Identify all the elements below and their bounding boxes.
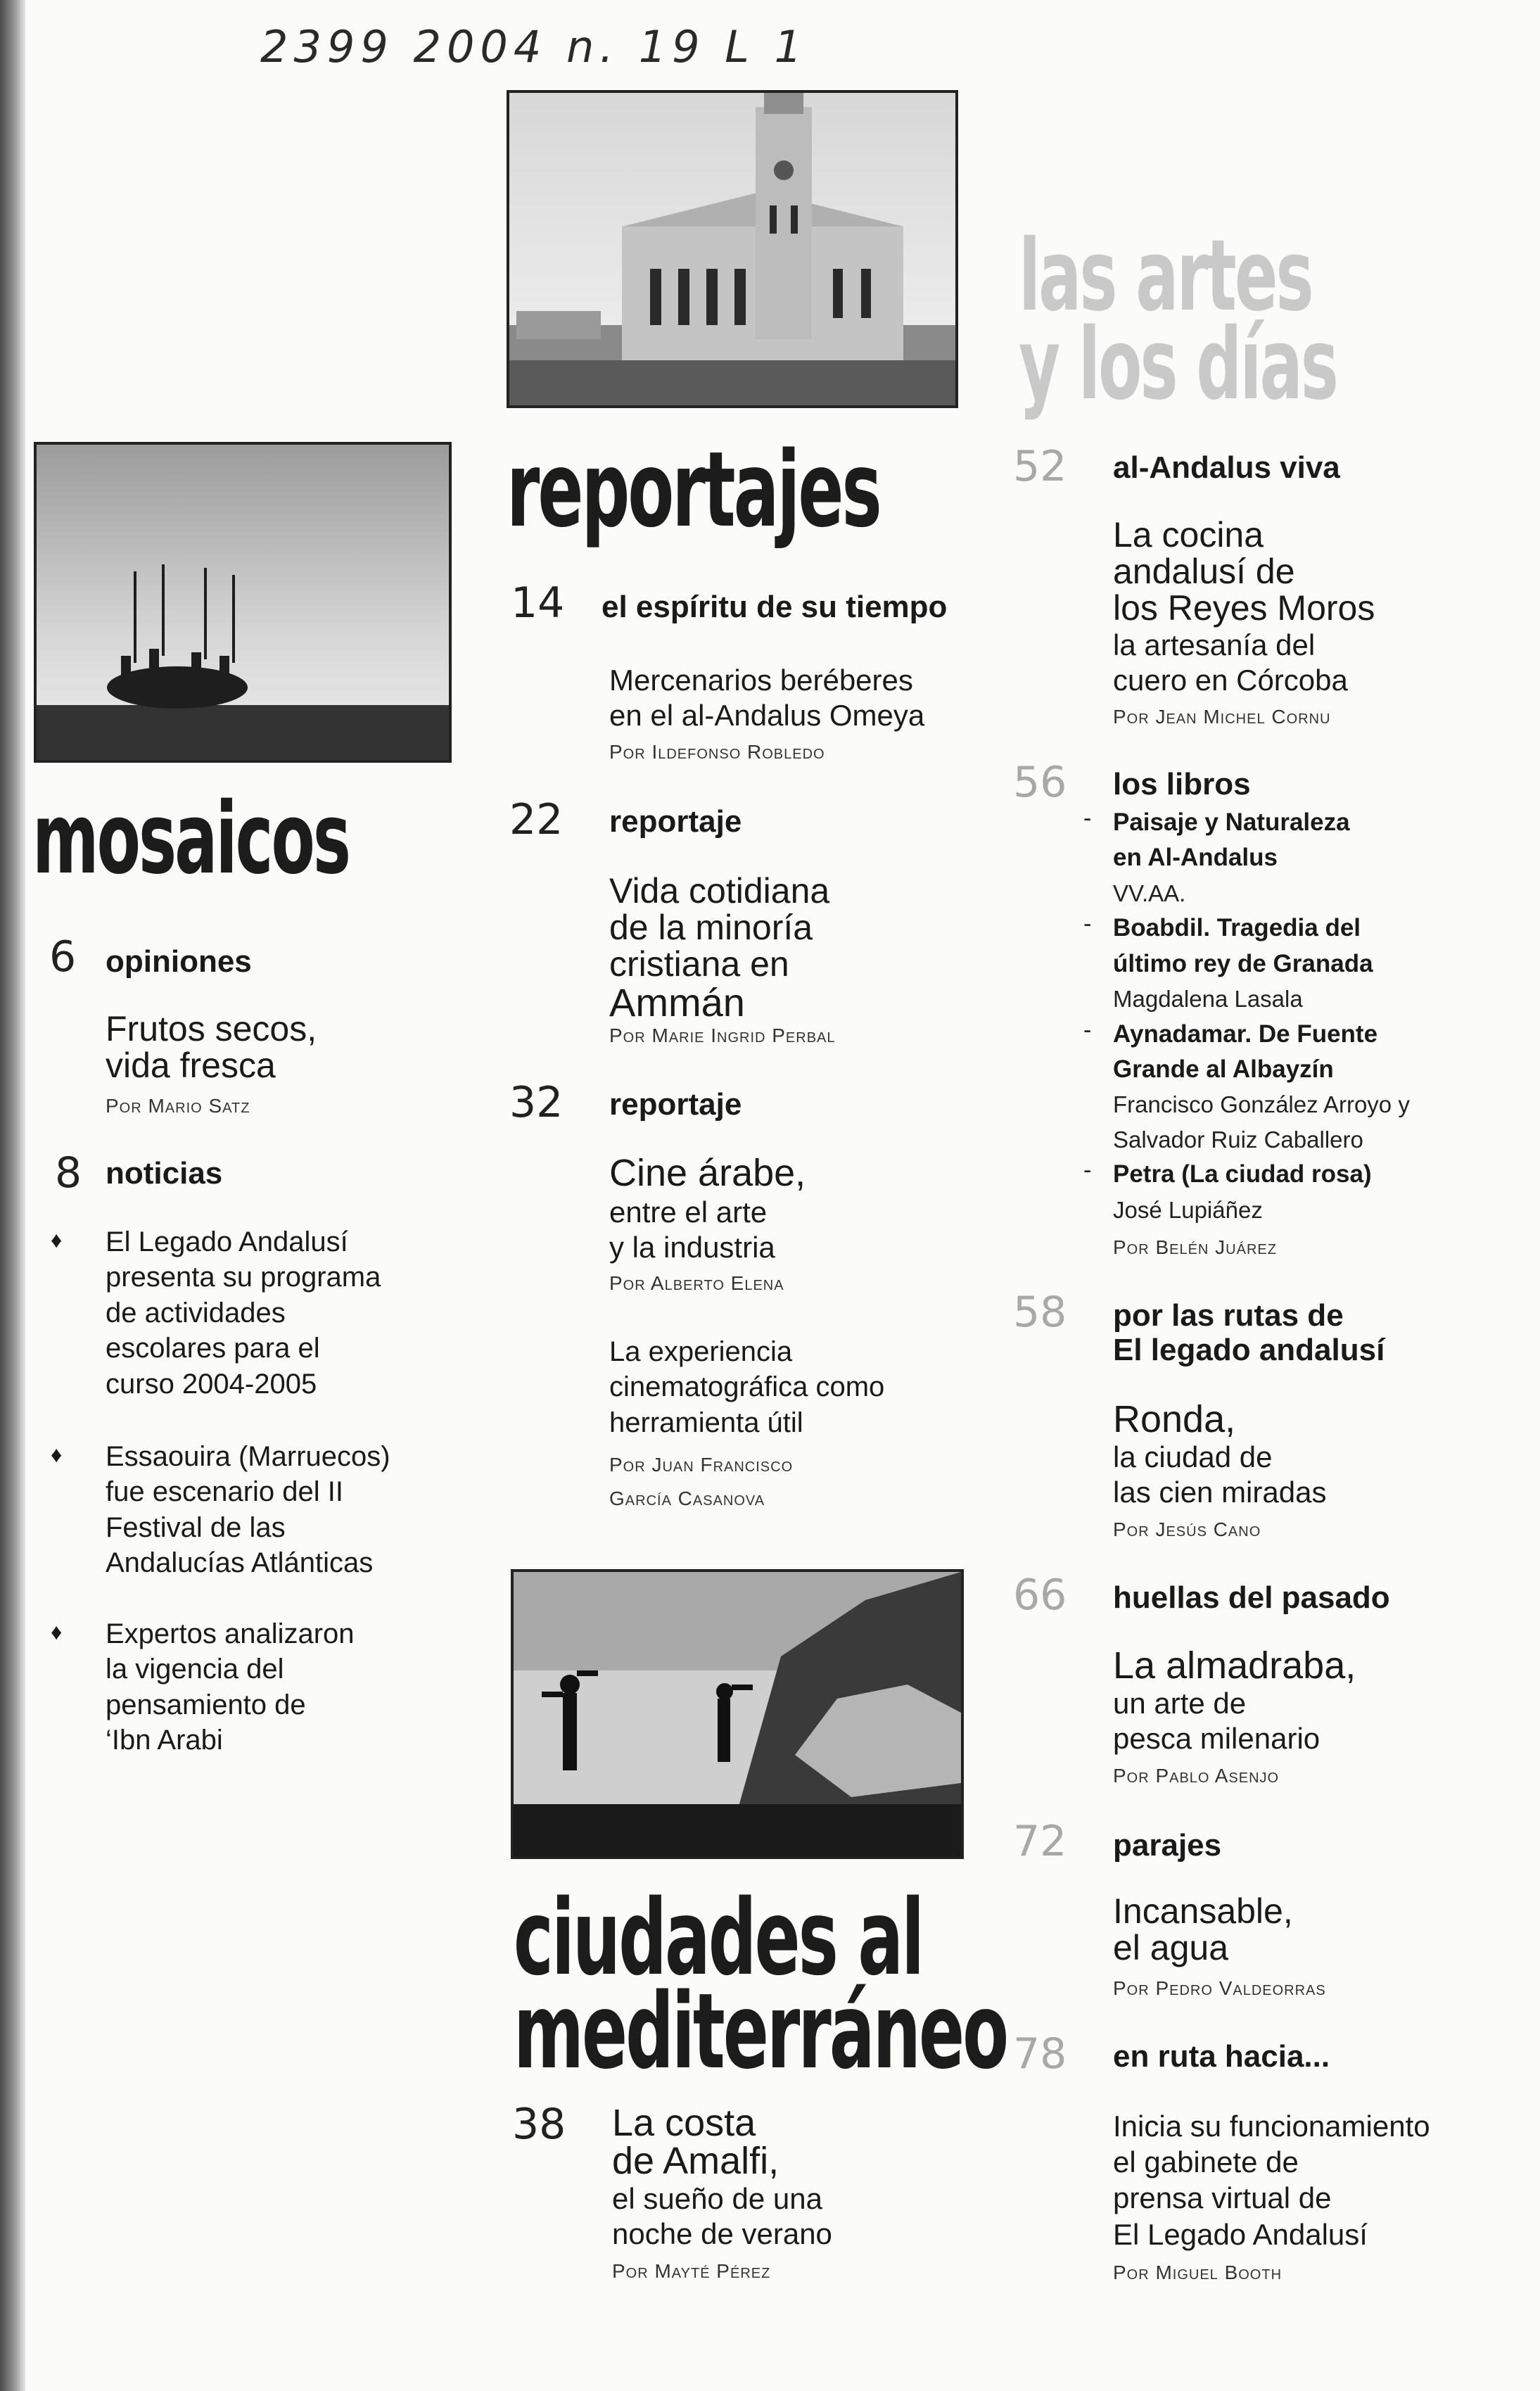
category-label: en ruta hacia... bbox=[1113, 2039, 1330, 2074]
book-author-line: Francisco González Arroyo y bbox=[1113, 1091, 1410, 1118]
book-title-line: Grande al Albayzín bbox=[1113, 1055, 1334, 1083]
article-title bbox=[609, 663, 924, 732]
page-number: 38 bbox=[512, 2100, 566, 2149]
article-subtitle bbox=[609, 1195, 775, 1264]
article-author: Por Ildefonso Robledo bbox=[609, 741, 825, 763]
article-title-line: El Legado Andalusí bbox=[1113, 2217, 1368, 2251]
article-subtitle-line: la artesanía del bbox=[1113, 628, 1316, 661]
article-title-line: La cocina bbox=[1113, 515, 1264, 554]
article-title-line: el gabinete de bbox=[1113, 2145, 1299, 2179]
diamond-bullet-icon: ♦ bbox=[51, 1619, 63, 1644]
dash-bullet: - bbox=[1083, 805, 1092, 832]
photo-amalfi-coast bbox=[511, 1569, 964, 1859]
news-line: Festival de las bbox=[106, 1511, 286, 1543]
article-subtitle bbox=[612, 2181, 832, 2251]
section-title-artes bbox=[1019, 219, 1337, 422]
section-title-ciudades-line2: mediterráneo bbox=[514, 1971, 1007, 2093]
news-line: ‘Ibn Arabi bbox=[106, 1725, 223, 1756]
article-title-line: Frutos secos, bbox=[106, 1009, 317, 1048]
news-line: pensamiento de bbox=[106, 1689, 306, 1720]
diamond-bullet-icon: ♦ bbox=[51, 1227, 63, 1252]
book-author-line: José Lupiáñez bbox=[1113, 1196, 1263, 1223]
page-number: 6 bbox=[49, 932, 77, 982]
section-title-artes-line1: las artes bbox=[1019, 219, 1312, 334]
article-author-line: García Casanova bbox=[609, 1487, 765, 1509]
article-title: Cine árabe, bbox=[609, 1152, 806, 1194]
book-title-line: Paisaje y Naturaleza bbox=[1113, 808, 1350, 836]
article-title-line: La costa bbox=[612, 2102, 756, 2144]
article-extra-line: cinematográfica como bbox=[609, 1371, 885, 1403]
article-title-line: Inicia su funcionamiento bbox=[1113, 2110, 1430, 2143]
page-number: 72 bbox=[1013, 1817, 1067, 1866]
dash-bullet: - bbox=[1083, 911, 1092, 938]
news-line: presenta su programa bbox=[106, 1262, 381, 1293]
category-label: los libros bbox=[1113, 767, 1251, 801]
article-author: Por Pablo Asenjo bbox=[1113, 1765, 1280, 1787]
article-author bbox=[609, 1448, 793, 1515]
article-title-line: Mercenarios beréberes bbox=[609, 664, 913, 697]
article-title bbox=[106, 1010, 317, 1084]
category-label: reportaje bbox=[609, 804, 742, 839]
article-extra-title bbox=[609, 1334, 884, 1440]
article-author: Por Jesús Cano bbox=[1113, 1518, 1261, 1540]
article-subtitle-line: las cien miradas bbox=[1113, 1475, 1327, 1509]
page-number: 14 bbox=[511, 578, 565, 628]
article-title bbox=[612, 2104, 779, 2180]
article-title bbox=[1113, 2108, 1430, 2252]
handwritten-archive-note: 2399 2004 n. 19 L 1 bbox=[260, 21, 808, 72]
article-extra-line: La experiencia bbox=[609, 1336, 793, 1367]
article-title-line: Vida cotidiana bbox=[609, 871, 830, 911]
article-title-line: cristiana en bbox=[609, 944, 789, 984]
category-label: huellas del pasado bbox=[1113, 1580, 1390, 1615]
book-entry bbox=[1083, 1157, 1534, 1227]
page-number: 66 bbox=[1013, 1571, 1067, 1620]
article-subtitle-line: pesca milenario bbox=[1113, 1721, 1321, 1755]
category-label: noticias bbox=[106, 1156, 223, 1191]
article-title-line: de Amalfi, bbox=[612, 2140, 779, 2182]
article-title bbox=[1113, 516, 1375, 626]
news-item-text bbox=[106, 1616, 499, 1758]
book-title-line: en Al-Andalus bbox=[1113, 844, 1278, 872]
photo-horsemen-silhouette bbox=[34, 442, 452, 763]
news-item-text bbox=[106, 1439, 499, 1581]
page-number: 8 bbox=[55, 1148, 82, 1198]
photo-church-tower bbox=[507, 90, 958, 408]
article-author: Por Miguel Booth bbox=[1113, 2262, 1283, 2283]
category-label: al-Andalus viva bbox=[1113, 450, 1340, 485]
book-title-line: último rey de Granada bbox=[1113, 949, 1373, 977]
section-title-reportajes: reportajes bbox=[507, 429, 880, 550]
article-title: Ronda, bbox=[1113, 1398, 1236, 1440]
article-title-line: andalusí de bbox=[1113, 552, 1295, 591]
article-subtitle-line: entre el arte bbox=[609, 1196, 768, 1229]
book-title-line: Petra (La ciudad rosa) bbox=[1113, 1160, 1372, 1188]
article-title-line: prensa virtual de bbox=[1113, 2181, 1332, 2215]
book-entry bbox=[1083, 805, 1534, 911]
book-author-line: Salvador Ruiz Caballero bbox=[1113, 1126, 1363, 1153]
article-title-line: el agua bbox=[1113, 1928, 1229, 1967]
article-subtitle-line: cuero en Córcoba bbox=[1113, 663, 1348, 697]
category-label: opiniones bbox=[106, 944, 252, 979]
article-title-line: los Reyes Moros bbox=[1113, 588, 1375, 628]
category-label: reportaje bbox=[609, 1087, 742, 1122]
book-list bbox=[1083, 805, 1534, 1227]
book-author-line: VV.AA. bbox=[1113, 880, 1186, 906]
article-author: Por Jean Michel Cornu bbox=[1113, 706, 1331, 728]
article-subtitle-line: y la industria bbox=[609, 1230, 775, 1264]
article-subtitle-line: noche de verano bbox=[612, 2216, 832, 2250]
article-author-line: Por Juan Francisco bbox=[609, 1454, 794, 1476]
category-label-line: por las rutas de bbox=[1113, 1298, 1344, 1333]
article-title-line: vida fresca bbox=[106, 1046, 276, 1085]
book-entry bbox=[1083, 911, 1534, 1016]
article-author: Por Pedro Valdeorras bbox=[1113, 1977, 1326, 1999]
article-subtitle-line: un arte de bbox=[1113, 1687, 1247, 1720]
article-subtitle-line: la ciudad de bbox=[1113, 1440, 1273, 1473]
news-line: Expertos analizaron bbox=[106, 1618, 355, 1649]
article-title-line: en el al-Andalus Omeya bbox=[609, 698, 925, 732]
section-title-ciudades bbox=[514, 1877, 1007, 2093]
news-line: El Legado Andalusí bbox=[106, 1226, 348, 1257]
book-title-line: Boabdil. Tragedia del bbox=[1113, 914, 1361, 942]
page-number: 32 bbox=[509, 1078, 564, 1127]
news-item-text bbox=[106, 1224, 499, 1402]
news-line: la vigencia del bbox=[106, 1654, 284, 1685]
article-title bbox=[1113, 1893, 1293, 1966]
article-extra-line: herramienta útil bbox=[609, 1407, 803, 1438]
article-author: Por Alberto Elena bbox=[609, 1272, 784, 1294]
page-number: 58 bbox=[1013, 1288, 1067, 1337]
article-subtitle bbox=[1113, 628, 1348, 697]
article-subtitle bbox=[1113, 1440, 1326, 1509]
section-title-artes-line2: y los días bbox=[1019, 307, 1337, 422]
article-author: Por Mario Satz bbox=[106, 1095, 250, 1117]
article-title-line: Incansable, bbox=[1113, 1891, 1293, 1931]
news-line: Essaouira (Marruecos) bbox=[106, 1441, 390, 1472]
article-author: Por Belén Juárez bbox=[1113, 1236, 1277, 1258]
article-subtitle-line: el sueño de una bbox=[612, 2182, 822, 2215]
news-line: curso 2004-2005 bbox=[106, 1368, 317, 1400]
section-title-mosaicos: mosaicos bbox=[32, 782, 350, 896]
news-line: fue escenario del II bbox=[106, 1476, 343, 1508]
article-subtitle bbox=[1113, 1686, 1320, 1756]
article-title bbox=[609, 873, 829, 1023]
article-title-line: de la minoría bbox=[609, 908, 813, 947]
book-entry bbox=[1083, 1017, 1534, 1158]
book-title-line: Aynadamar. De Fuente bbox=[1113, 1020, 1378, 1048]
section-title-ciudades-line1: ciudades al bbox=[514, 1877, 923, 1998]
page-number: 56 bbox=[1013, 758, 1067, 807]
dash-bullet: - bbox=[1083, 1157, 1092, 1184]
page-number: 22 bbox=[509, 795, 564, 844]
news-line: de actividades bbox=[106, 1297, 286, 1328]
page-spine-shadow bbox=[0, 0, 25, 2391]
page-number: 52 bbox=[1013, 442, 1067, 491]
dash-bullet: - bbox=[1083, 1016, 1092, 1044]
category-label-line: El legado andalusí bbox=[1113, 1333, 1385, 1368]
category-label: el espíritu de su tiempo bbox=[602, 590, 948, 624]
article-author: Por Mayté Pérez bbox=[612, 2260, 771, 2282]
article-title: La almadraba, bbox=[1113, 1644, 1356, 1687]
category-label: parajes bbox=[1113, 1828, 1222, 1863]
book-author-line: Magdalena Lasala bbox=[1113, 986, 1303, 1013]
page-number: 78 bbox=[1013, 2029, 1067, 2079]
article-author: Por Marie Ingrid Perbal bbox=[609, 1025, 836, 1046]
category-label bbox=[1113, 1298, 1385, 1368]
diamond-bullet-icon: ♦ bbox=[51, 1442, 63, 1467]
news-line: escolares para el bbox=[106, 1333, 320, 1364]
news-line: Andalucías Atlánticas bbox=[106, 1547, 374, 1579]
article-title-line: Ammán bbox=[609, 980, 745, 1025]
